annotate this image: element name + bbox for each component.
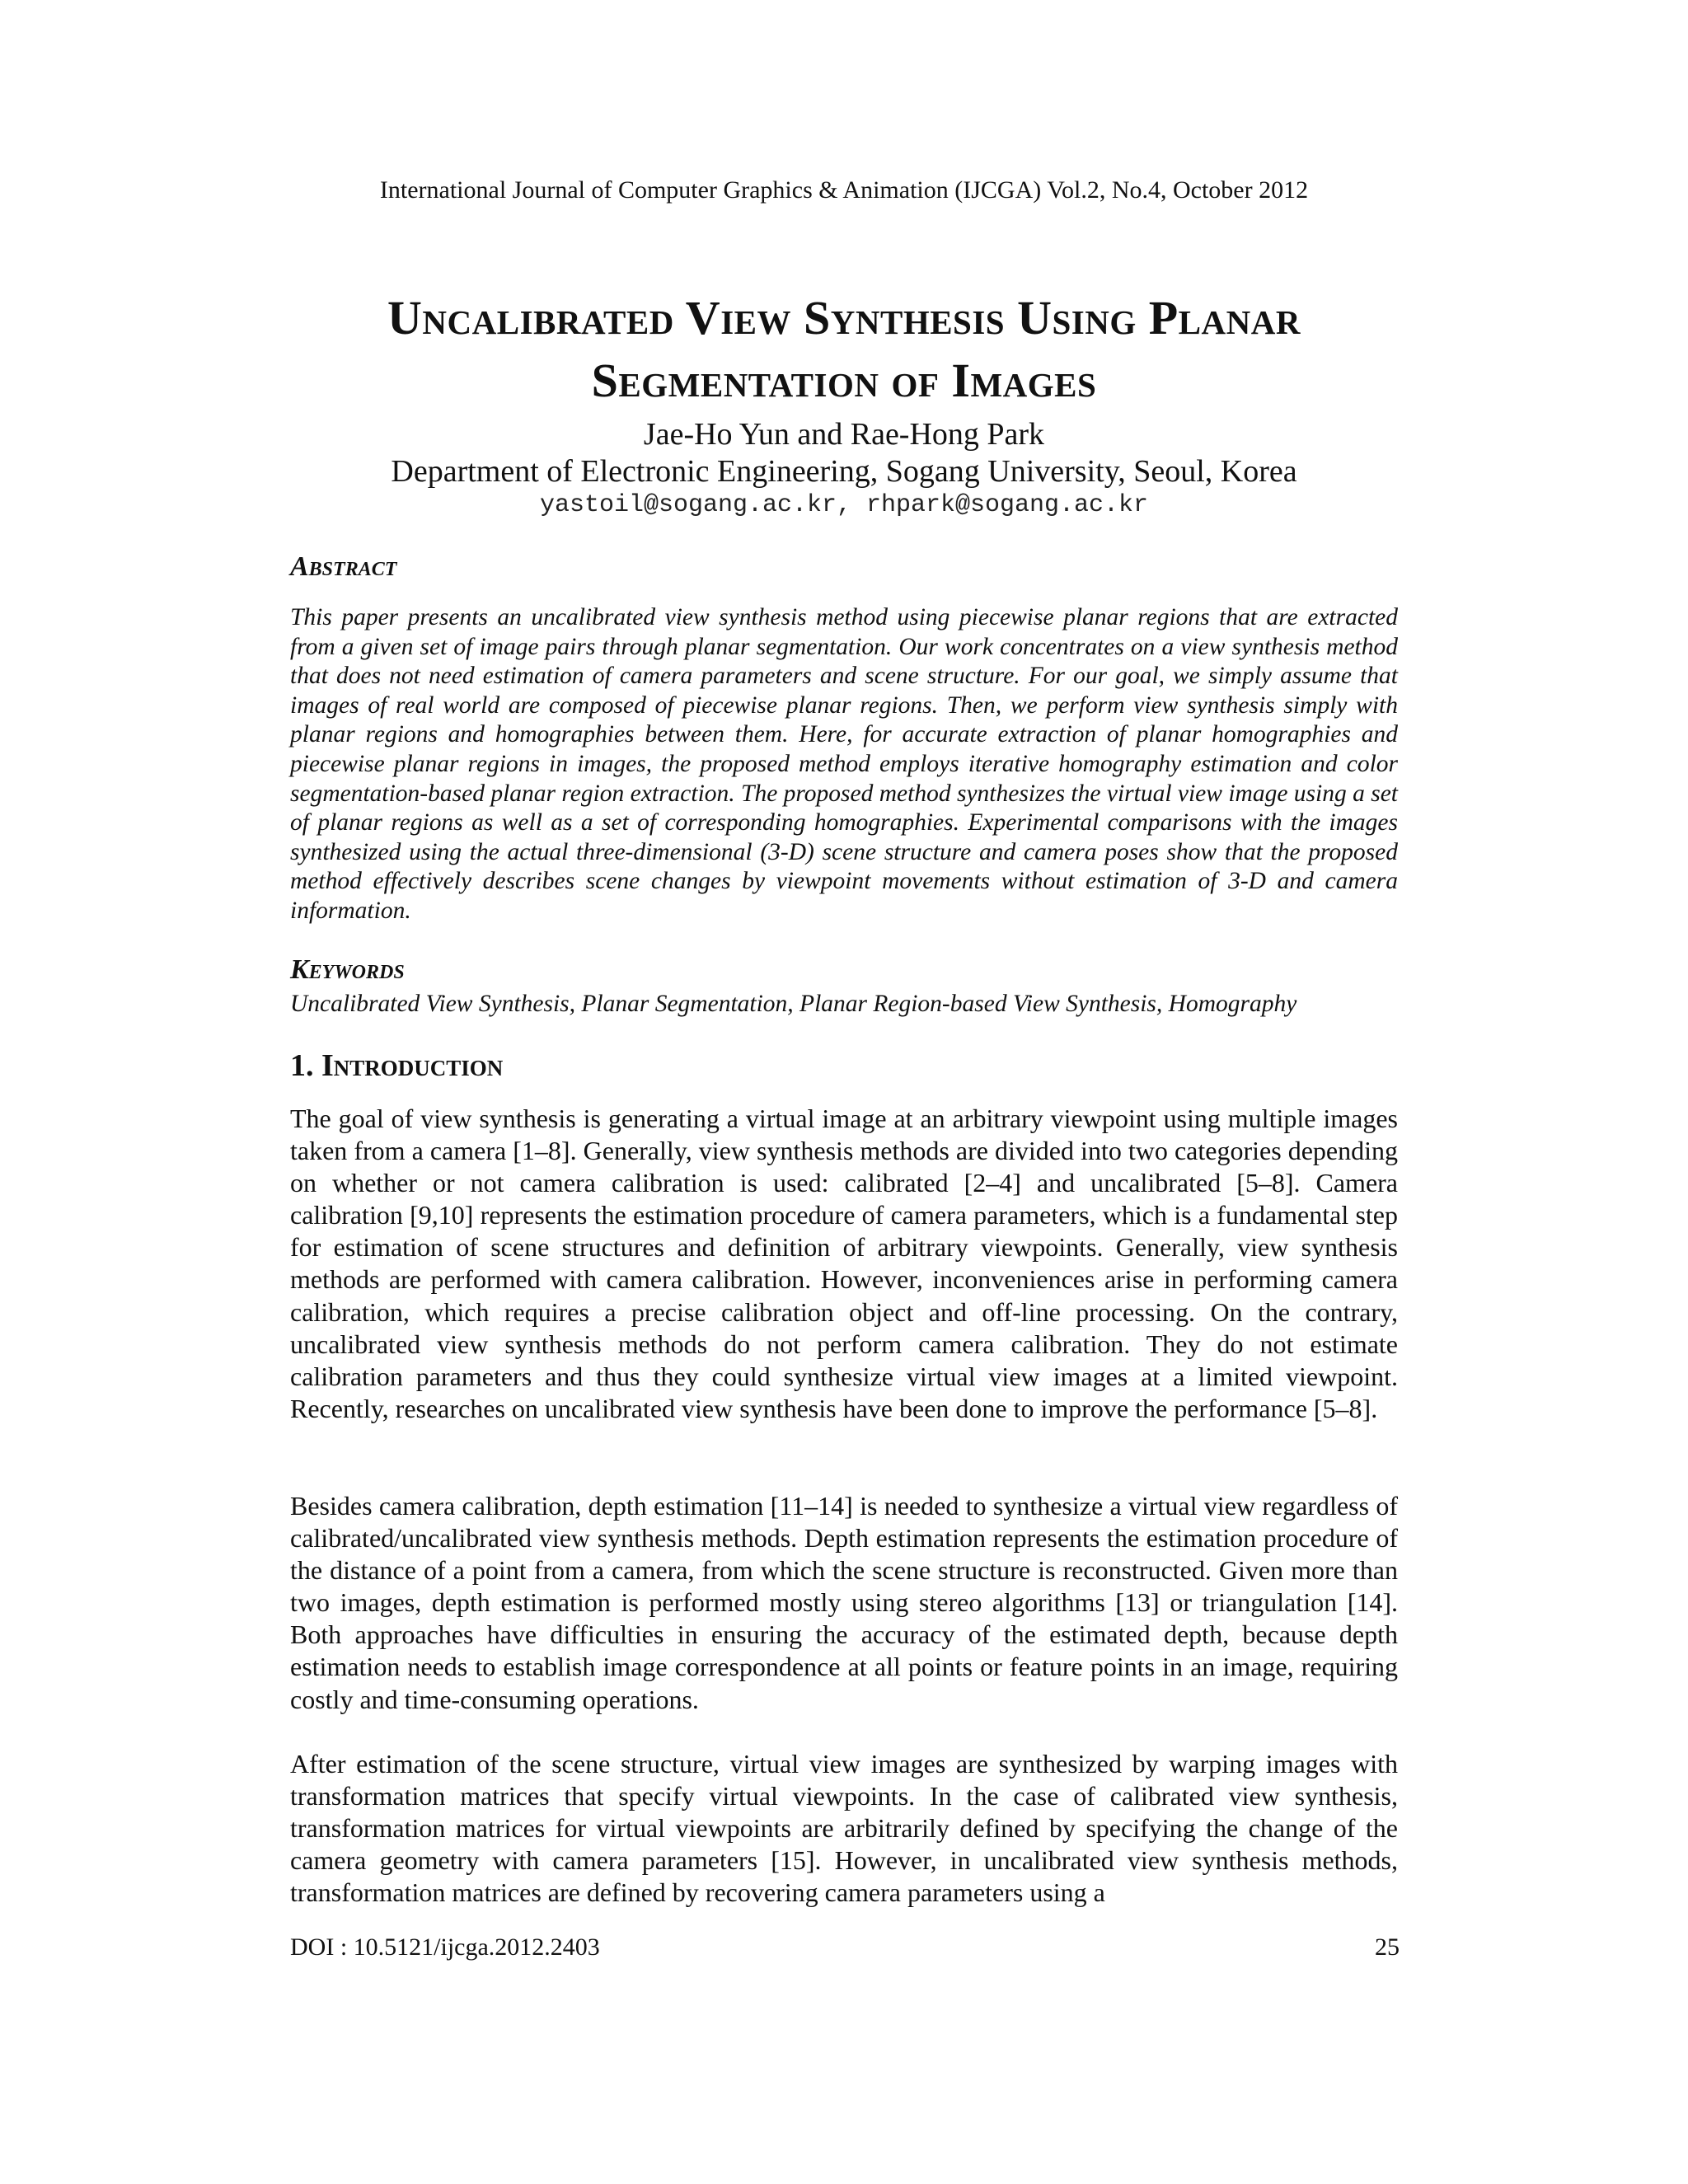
keywords-heading: Keywords bbox=[290, 954, 405, 985]
title-line-2: Segmentation of Images bbox=[591, 354, 1097, 407]
affiliation: Department of Electronic Engineering, Sogang University, Seoul, Korea bbox=[391, 454, 1297, 489]
paper-title bbox=[0, 287, 1688, 412]
intro-paragraph-2: Besides camera calibration, depth estimation [11–14] is needed to synthesize a virtual view regardless of calibrated/uncalibrated view synthesis methods. Depth estimation represents the estimation procedure of the distance of a point from a camera, from which the scene structure is reconstructed. Given more than two images, depth estimation is performed mostly using stereo algorithms [13] or triangulation [14]. Both approaches have difficulties in ensuring the accuracy of the estimated depth, because depth estimation needs to establish image correspondence at all points or feature points in an image, requiring costly and time-consuming operations. bbox=[290, 1491, 1398, 1714]
page-number: 25 bbox=[1375, 1933, 1400, 1961]
title-line-1: Uncalibrated View Synthesis Using Planar bbox=[387, 291, 1301, 344]
intro-paragraph-1: The goal of view synthesis is generating a virtual image at an arbitrary viewpoint using multiple images taken from a camera [1–8]. Generally, view synthesis methods are divided into two categories depending on whether or not camera calibration is used: calibrated [2–4] and uncalibrated [5–8]. Camera calibration [9,10] represents the estimation procedure of camera parameters, which is a fundamental step for estimation of scene structures and definition of arbitrary viewpoints. Generally, view synthesis methods are performed with camera calibration. However, inconveniences arise in performing camera calibration, which requires a precise calibration object and off-line processing. On the contrary, uncalibrated view synthesis methods do not perform camera calibration. They do not estimate calibration parameters and thus they could synthesize virtual view images at a limited viewpoint. Recently, researches on uncalibrated view synthesis have been done to improve the performance [5–8]. bbox=[290, 1104, 1398, 1423]
author-emails: yastoil@sogang.ac.kr, rhpark@sogang.ac.kr bbox=[539, 491, 1149, 519]
footer-doi: DOI : 10.5121/ijcga.2012.2403 bbox=[290, 1933, 600, 1961]
intro-paragraph-3: After estimation of the scene structure, virtual view images are synthesized by warping images with transformation matrices that specify virtual viewpoints. In the case of calibrated view synthesis, transformation matrices for virtual viewpoints are arbitrarily defined by specifying the change of the camera geometry with camera parameters [15]. However, in uncalibrated view synthesis methods, transformation matrices are defined by recovering camera parameters using a bbox=[290, 1749, 1398, 1908]
running-header: International Journal of Computer Graphics & Animation (IJCGA) Vol.2, No.4, October 2012 bbox=[379, 176, 1309, 204]
authors: Jae-Ho Yun and Rae-Hong Park bbox=[643, 417, 1045, 452]
abstract-text: This paper presents an uncalibrated view synthesis method using piecewise planar regions that are extracted from a given set of image pairs through planar segmentation. Our work concentrates on a view synthesis method that does not need estimation of camera parameters and scene structure. For our goal, we simply assume that images of real world are composed of piecewise planar regions. Then, we perform view synthesis simply with planar regions and homographies between them. Here, for accurate extraction of planar homographies and piecewise planar regions in images, the proposed method employs iterative homography estimation and color segmentation-based planar region extraction. The proposed method synthesizes the virtual view image using a set of planar regions as well as a set of corresponding homographies. Experimental comparisons with the images synthesized using the actual three-dimensional (3-D) scene structure and camera poses show that the proposed method effectively describes scene changes by viewpoint movements without estimation of 3-D and camera information. bbox=[290, 604, 1398, 924]
introduction-heading: 1. Introduction bbox=[290, 1048, 504, 1083]
keywords-text: Uncalibrated View Synthesis, Planar Segmentation, Planar Region-based View Synthesis, Homography bbox=[290, 991, 1297, 1017]
abstract-heading: Abstract bbox=[290, 551, 397, 582]
